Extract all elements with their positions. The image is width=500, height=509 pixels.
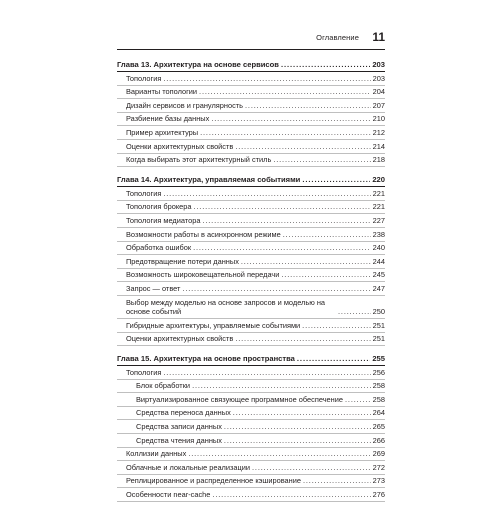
toc-chapter-title: Глава 13. Архитектура на основе сервисов bbox=[117, 60, 279, 69]
toc-leader-dots bbox=[302, 321, 370, 332]
toc-entry-page: 272 bbox=[372, 462, 385, 472]
toc-leader-dots bbox=[252, 463, 371, 474]
toc-entry[interactable] bbox=[117, 475, 385, 489]
toc-leader-dots bbox=[281, 60, 370, 71]
toc-entry-page: 273 bbox=[372, 476, 385, 486]
toc-chapter-heading[interactable] bbox=[117, 59, 385, 72]
toc-entry-title: Оценки архитектурных свойств bbox=[126, 334, 234, 344]
toc-entry-page: 266 bbox=[372, 435, 385, 445]
toc-entry-page: 227 bbox=[372, 215, 385, 225]
toc-entry-page: 218 bbox=[372, 155, 385, 165]
toc-entry-title: Средства чтения данных bbox=[136, 435, 222, 445]
running-header-page-number: 11 bbox=[372, 30, 385, 44]
toc-entry[interactable] bbox=[117, 228, 385, 242]
toc-entry[interactable] bbox=[117, 86, 385, 100]
toc-leader-dots bbox=[163, 368, 370, 379]
toc-entry-page: 203 bbox=[372, 73, 385, 83]
toc-leader-dots bbox=[233, 408, 371, 419]
toc-entry[interactable] bbox=[117, 99, 385, 113]
toc-leader-dots bbox=[200, 128, 371, 139]
toc-entry[interactable] bbox=[117, 72, 385, 86]
toc-leader-dots bbox=[224, 422, 371, 433]
toc-entry-title: Варианты топологии bbox=[126, 87, 198, 97]
toc-entry-page: 245 bbox=[372, 270, 385, 280]
toc-leader-dots bbox=[241, 257, 371, 268]
toc-entry[interactable] bbox=[117, 461, 385, 475]
toc-entry[interactable] bbox=[117, 448, 385, 462]
toc-leader-dots bbox=[163, 189, 370, 200]
toc-entry-title: Выбор между моделью на основе запросов и моделью на основе событий bbox=[126, 297, 326, 316]
toc-entry[interactable] bbox=[117, 333, 385, 347]
toc-leader-dots bbox=[338, 307, 371, 318]
toc-entry-page: 240 bbox=[372, 243, 385, 253]
toc-entry[interactable] bbox=[117, 242, 385, 256]
toc-entry[interactable] bbox=[117, 269, 385, 283]
toc-entry-title: Запрос — ответ bbox=[126, 283, 181, 293]
toc-entry-page: 265 bbox=[372, 422, 385, 432]
toc-entry-page: 204 bbox=[372, 87, 385, 97]
toc-entry-page: 251 bbox=[372, 334, 385, 344]
toc-leader-dots bbox=[212, 490, 370, 501]
toc-leader-dots bbox=[302, 175, 370, 186]
toc-entry[interactable] bbox=[117, 380, 385, 394]
toc-leader-dots bbox=[188, 449, 370, 460]
toc-leader-dots bbox=[281, 270, 370, 281]
toc-entry[interactable] bbox=[117, 393, 385, 407]
toc-entry-page: 221 bbox=[372, 202, 385, 212]
toc-entry-title: Возможности работы в асинхронном режиме bbox=[126, 229, 281, 239]
toc-leader-dots bbox=[273, 155, 370, 166]
toc-entry-title: Топология bbox=[126, 73, 162, 83]
toc-chapter-title: Глава 15. Архитектура на основе пространства bbox=[117, 354, 295, 364]
toc-entry-page: 244 bbox=[372, 256, 385, 266]
toc-leader-dots bbox=[224, 436, 371, 447]
toc-entry-title: Когда выбирать этот архитектурный стиль bbox=[126, 155, 272, 165]
toc-entry[interactable] bbox=[117, 154, 385, 168]
toc-entry[interactable] bbox=[117, 366, 385, 380]
toc-entry-page: 269 bbox=[372, 449, 385, 459]
toc-leader-dots bbox=[182, 284, 370, 295]
running-header-section: Оглавление bbox=[316, 33, 359, 42]
toc-chapter bbox=[117, 174, 385, 346]
toc-entry-page: 276 bbox=[372, 490, 385, 500]
toc-entry[interactable] bbox=[117, 255, 385, 269]
toc-chapter-page: 203 bbox=[372, 60, 385, 69]
toc-entry-page: 214 bbox=[372, 141, 385, 151]
toc-entry-page: 251 bbox=[372, 320, 385, 330]
toc-entry-title: Предотвращение потери данных bbox=[126, 256, 239, 266]
toc-entry-title: Гибридные архитектуры, управляемые событиями bbox=[126, 320, 301, 330]
toc-entry-title: Топология брокера bbox=[126, 202, 192, 212]
toc-entry-title: Коллизии данных bbox=[126, 449, 187, 459]
toc-entry-page: 221 bbox=[372, 188, 385, 198]
toc-entry-title: Особенности near-cache bbox=[126, 490, 211, 500]
toc-entry-title: Пример архитектуры bbox=[126, 127, 199, 137]
toc-entry-page: 250 bbox=[372, 306, 385, 316]
toc-chapter-title: Глава 14. Архитектура, управляемая событиями bbox=[117, 175, 301, 185]
toc-entry[interactable] bbox=[117, 201, 385, 215]
toc-entry[interactable] bbox=[117, 140, 385, 154]
toc-entry-page: 258 bbox=[372, 381, 385, 391]
toc-entry[interactable] bbox=[117, 214, 385, 228]
toc-leader-dots bbox=[193, 243, 371, 254]
toc-chapter-page: 220 bbox=[372, 175, 385, 185]
toc-leader-dots bbox=[303, 476, 371, 487]
toc-entry-title: Топология bbox=[126, 367, 162, 377]
toc-leader-dots bbox=[245, 101, 371, 112]
toc-leader-dots bbox=[235, 334, 370, 345]
toc-entry-title: Средства переноса данных bbox=[136, 408, 231, 418]
toc-entry-title: Блок обработки bbox=[136, 381, 191, 391]
toc-entry-title: Обработка ошибок bbox=[126, 243, 192, 253]
toc-entry[interactable] bbox=[117, 407, 385, 421]
toc-entry[interactable] bbox=[117, 319, 385, 333]
running-header bbox=[117, 31, 385, 50]
toc-leader-dots bbox=[235, 142, 370, 153]
toc-chapter-page: 255 bbox=[372, 354, 385, 364]
toc-leader-dots bbox=[345, 395, 371, 406]
toc-entry-page: 247 bbox=[372, 283, 385, 293]
toc-leader-dots bbox=[202, 216, 370, 227]
toc-leader-dots bbox=[211, 114, 370, 125]
toc-entry[interactable] bbox=[117, 282, 385, 296]
toc-entry[interactable] bbox=[117, 187, 385, 201]
toc-entry-title: Облачные и локальные реализации bbox=[126, 462, 250, 472]
toc-leader-dots bbox=[297, 354, 370, 365]
toc-chapter bbox=[117, 59, 385, 167]
toc-entry[interactable] bbox=[117, 113, 385, 127]
toc-entry-title: Топология bbox=[126, 188, 162, 198]
toc-leader-dots bbox=[192, 381, 371, 392]
toc-leader-dots bbox=[193, 202, 370, 213]
toc-entry-title: Разбиение базы данных bbox=[126, 114, 210, 124]
toc-entry-title: Топология медиатора bbox=[126, 215, 201, 225]
toc-entry-title: Дизайн сервисов и гранулярность bbox=[126, 100, 243, 110]
toc-leader-dots bbox=[199, 87, 371, 98]
toc-entry-title: Средства записи данных bbox=[136, 422, 222, 432]
toc-entry-page: 212 bbox=[372, 127, 385, 137]
toc-entry[interactable] bbox=[117, 420, 385, 434]
toc-entry[interactable] bbox=[117, 126, 385, 140]
toc-chapter bbox=[117, 353, 385, 502]
toc-entry-page: 210 bbox=[372, 114, 385, 124]
toc-entry-page: 258 bbox=[372, 394, 385, 404]
toc-entry-title: Виртуализированное связующее программное обеспечение bbox=[136, 394, 343, 404]
toc-entry-title: Оценки архитектурных свойств bbox=[126, 141, 234, 151]
toc-leader-dots bbox=[283, 230, 371, 241]
toc-chapter-heading[interactable] bbox=[117, 353, 385, 366]
toc-entry[interactable] bbox=[117, 296, 385, 319]
toc-entry[interactable] bbox=[117, 434, 385, 448]
table-of-contents bbox=[117, 59, 385, 509]
toc-leader-dots bbox=[163, 74, 370, 85]
toc-entry-page: 264 bbox=[372, 408, 385, 418]
toc-entry-title: Возможность широковещательной передачи bbox=[126, 270, 280, 280]
toc-entry-page: 256 bbox=[372, 367, 385, 377]
toc-entry-title: Реплицированное и распределенное кэширование bbox=[126, 476, 301, 486]
toc-entry-page: 207 bbox=[372, 100, 385, 110]
toc-entry-page: 238 bbox=[372, 229, 385, 239]
toc-chapter-heading[interactable] bbox=[117, 174, 385, 187]
